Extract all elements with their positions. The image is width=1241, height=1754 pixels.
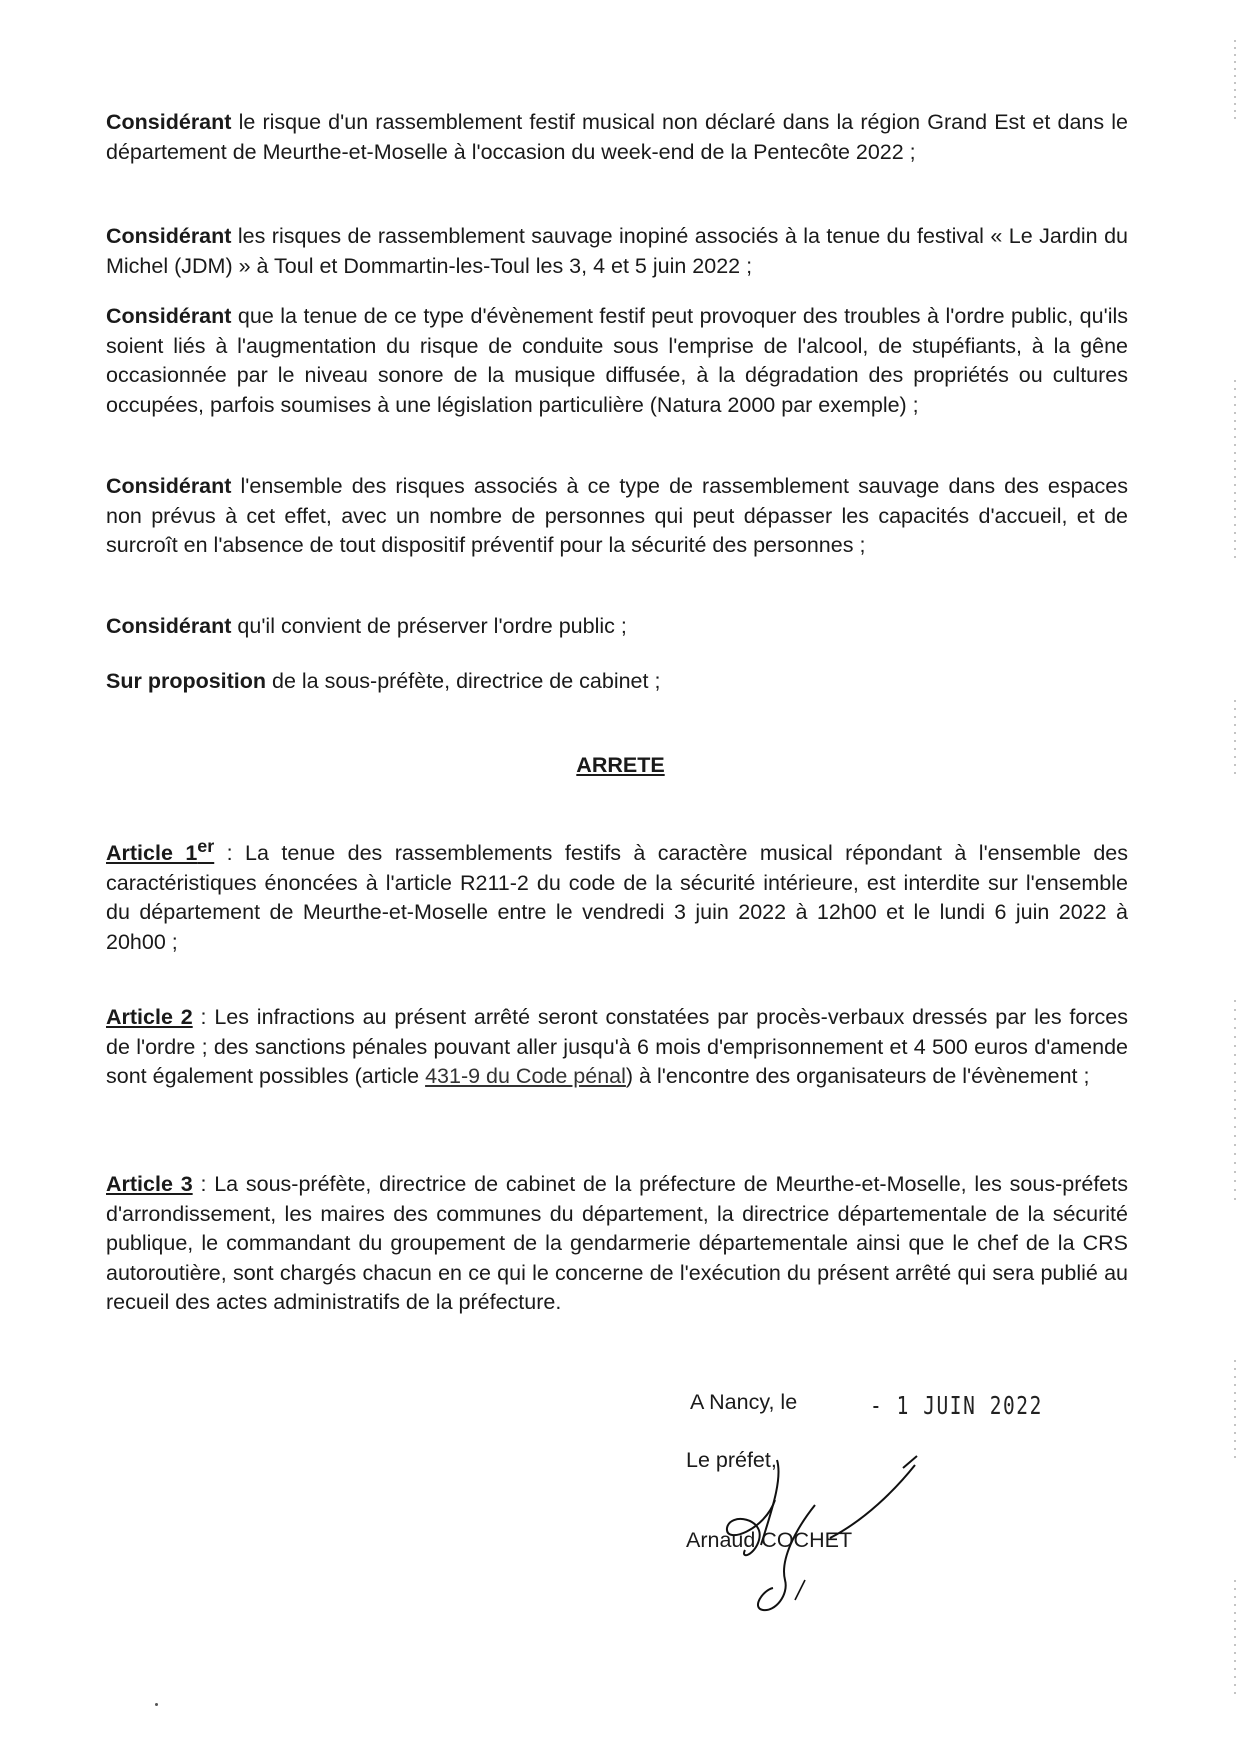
scan-speck [155,1703,158,1706]
article-1-label-text: Article 1 [106,841,198,866]
paragraph-lead: Considérant [106,614,232,638]
article-2-text-before: : Les infractions au présent arrêté seront constatées par procès-verbaux dressés par les forces de l'ordre ; des sanctions pénales pouvant aller jusqu'à 6 mois d'emprisonnement et 4 500 euros d'amende sont également possibles (article [106,1005,1128,1088]
considerant-paragraph-4 [106,472,1128,561]
article-3-text: : La sous-préfète, directrice de cabinet de la préfecture de Meurthe-et-Moselle, les sous-préfets d'arrondissement, les maires des communes du département, la directrice départementale de la sécurité publique, le commandant du groupement de la gendarmerie départementale ainsi que le chef de la CRS autoroutière, sont chargés chacun en ce qui le concerne de l'exécution du présent arrêté qui sera publié au recueil des actes administratifs de la préfecture. [106,1172,1128,1314]
signatory-name: Arnaud COCHET [686,1528,853,1552]
paragraph-lead: Considérant [106,474,232,498]
handwritten-signature [655,1420,955,1620]
article-2-text-after: ) à l'encontre des organisateurs de l'évènement ; [625,1064,1090,1088]
considerant-paragraph-3 [106,302,1128,420]
paragraph-text: les risques de rassemblement sauvage inopiné associés à la tenue du festival « Le Jardin du Michel (JDM) » à Toul et Dommartin-les-Toul les 3, 4 et 5 juin 2022 ; [106,224,1128,278]
article-3 [106,1170,1128,1318]
paragraph-text: que la tenue de ce type d'évènement festif peut provoquer des troubles à l'ordre public, qu'ils soient liés à l'augmentation du risque de conduite sous l'emprise de l'alcool, de stupéfiants, à la gêne occasionnée par le niveau sonore de la musique diffusée, à la dégradation des propriétés ou cultures occupées, parfois soumises à une législation particulière (Natura 2000 par exemple) ; [106,304,1128,417]
scan-edge-marks [1229,0,1241,1754]
paragraph-text: de la sous-préfète, directrice de cabinet ; [266,669,661,693]
paragraph-text: qu'il convient de préserver l'ordre public ; [231,614,627,638]
paragraph-lead: Considérant [106,224,232,248]
arrete-heading: ARRETE [576,753,665,777]
article-2 [106,1003,1128,1092]
paragraph-lead: Considérant [106,110,232,134]
proposition-paragraph [106,667,1128,697]
paragraph-text: l'ensemble des risques associés à ce type de rassemblement sauvage dans des espaces non prévus à cet effet, avec un nombre de personnes qui peut dépasser les capacités d'accueil, et de surcroît en l'absence de tout dispositif préventif pour la sécurité des personnes ; [106,474,1128,557]
signature-place: A Nancy, le [690,1390,798,1414]
article-1-label-sup: er [197,836,215,856]
considerant-paragraph-2 [106,222,1128,281]
article-1 [106,832,1128,957]
paragraph-lead: Considérant [106,304,232,328]
paragraph-text: le risque d'un rassemblement festif musical non déclaré dans la région Grand Est et dans le département de Meurthe-et-Moselle à l'occasion du week-end de la Pentecôte 2022 ; [106,110,1128,164]
paragraph-lead: Sur proposition [106,669,267,693]
article-1-label [106,836,215,866]
article-2-label: Article 2 [106,1005,193,1029]
code-penal-link[interactable]: 431-9 du Code pénal [425,1064,626,1088]
considerant-paragraph-5 [106,612,1128,642]
article-3-label: Article 3 [106,1172,193,1196]
considerant-paragraph-1 [106,108,1128,167]
date-stamp: - 1 JUIN 2022 [870,1391,1043,1420]
article-1-text: : La tenue des rassemblements festifs à caractère musical répondant à l'ensemble des caractéristiques énoncées à l'article R211-2 du code de la sécurité intérieure, est interdite sur l'ensemble du département de Meurthe-et-Moselle entre le vendredi 3 juin 2022 à 12h00 et le lundi 6 juin 2022 à 20h00 ; [106,841,1128,954]
signatory-title: Le préfet, [686,1448,777,1472]
